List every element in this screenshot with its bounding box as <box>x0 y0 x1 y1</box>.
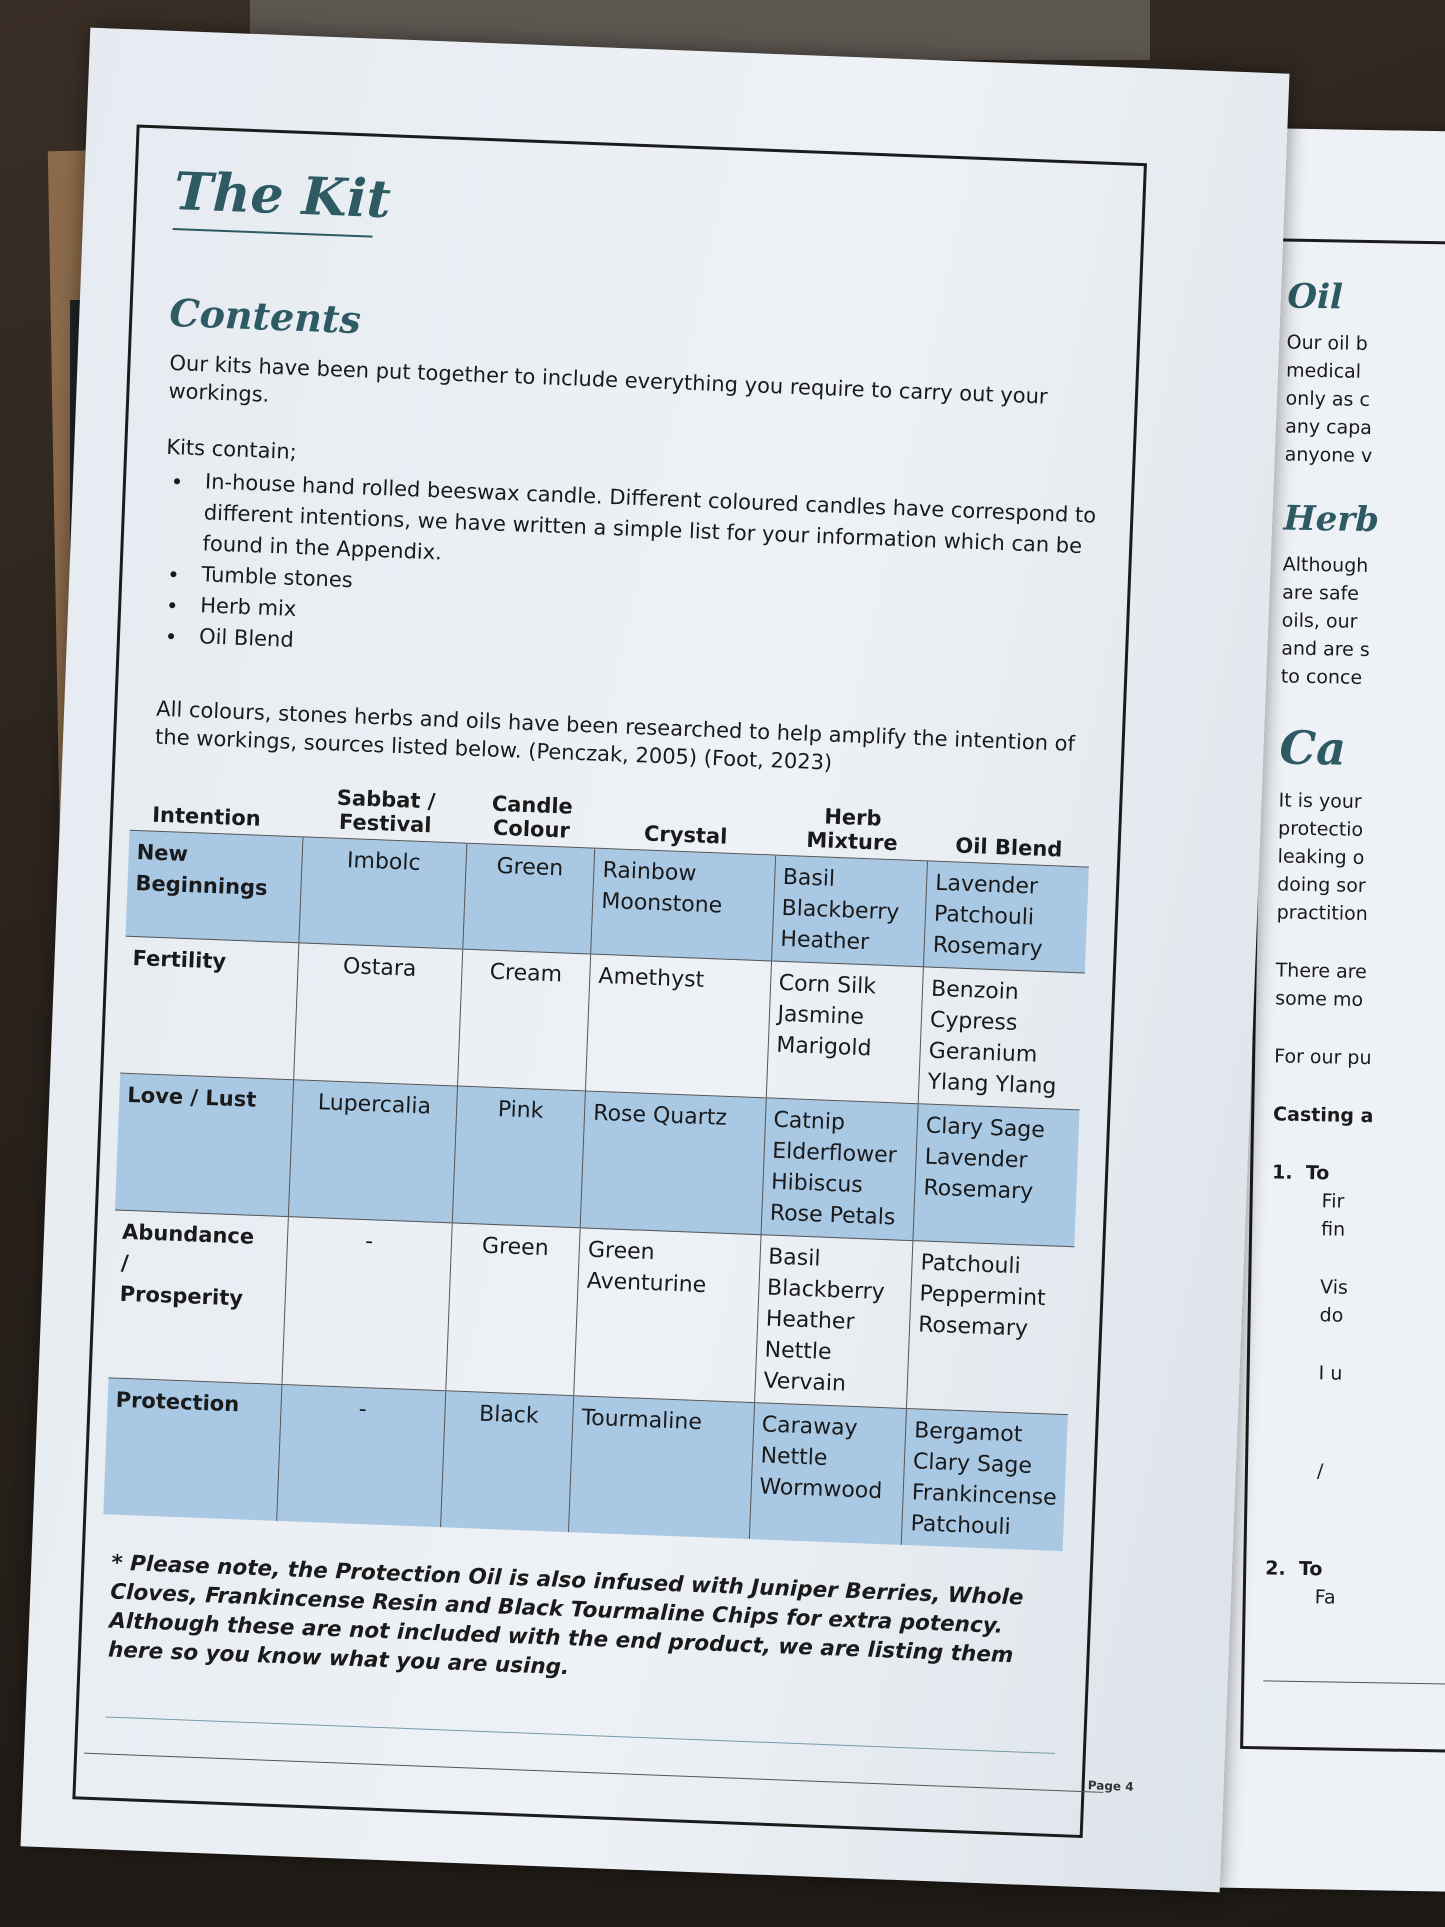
list-item: • Tumble stones <box>189 559 1100 625</box>
herb-heading: Herb <box>1283 498 1380 541</box>
oil-heading: Oil <box>1287 276 1344 318</box>
intro-text: Our kits have been put together to include everything you require to carry out your workings. <box>168 350 1048 409</box>
step-2-text: Fa <box>1314 1586 1336 1609</box>
step-1-text: Fir fin <box>1320 1190 1346 1241</box>
kits-contain-label: Kits contain; <box>165 434 298 464</box>
table-cell-oil: Benzoin Cypress Geranium Ylang Ylang <box>918 967 1085 1110</box>
left-page <box>21 28 1290 1893</box>
table-cell-intention: Abundance / Prosperity <box>109 1210 289 1385</box>
list-item: • Oil Blend <box>186 621 1097 687</box>
step-1-iu: I u <box>1318 1362 1343 1385</box>
column-header: Herb Mixture <box>805 804 899 856</box>
step-1-visualise: Vis do <box>1319 1276 1349 1327</box>
column-header: Oil Blend <box>954 833 1063 862</box>
page-number: Page 4 <box>1087 1778 1134 1794</box>
table-cell-candle: Cream <box>457 949 591 1091</box>
table-cell-candle: Pink <box>452 1086 586 1228</box>
table-cell-oil: Bergamot Clary Sage Frankincense Patchouli <box>901 1408 1068 1551</box>
column-header: Crystal <box>643 821 728 849</box>
oil-text: Our oil b medical only as c any capa anyone v <box>1284 331 1373 468</box>
table-cell-sabbat: - <box>276 1384 445 1527</box>
table-cell-sabbat: Imbolc <box>299 837 467 949</box>
title-underline <box>173 228 373 238</box>
step-2-heading: 2. To <box>1265 1557 1323 1581</box>
table-cell-crystal: Green Aventurine <box>574 1228 761 1403</box>
correspondence-table <box>103 774 1091 1551</box>
right-page-content <box>1263 277 1445 1686</box>
column-header: Intention <box>151 802 262 831</box>
casting-intro: It is your protectio leaking o doing sor practition <box>1276 789 1368 926</box>
table-cell-sabbat: Lupercalia <box>288 1080 457 1223</box>
page-title: The Kit <box>172 160 392 231</box>
table-cell-herbs: Catnip Elderflower Hibiscus Rose Petals <box>761 1098 919 1241</box>
table-cell-intention: Love / Lust <box>115 1073 293 1217</box>
table-cell-sabbat: - <box>282 1217 452 1391</box>
table-cell-candle: Green <box>463 843 595 954</box>
table-cell-oil: Patchouli Peppermint Rosemary <box>907 1241 1075 1415</box>
table-cell-sabbat: Ostara <box>293 943 462 1086</box>
table-cell-crystal: Rose Quartz <box>580 1091 765 1235</box>
table-cell-intention: New Beginnings <box>126 830 303 943</box>
table-cell-crystal: Tourmaline <box>569 1396 754 1539</box>
table-cell-oil: Lavender Patchouli Rosemary <box>924 861 1089 973</box>
footer-rule <box>106 1716 1055 1753</box>
protection-oil-note: * Please note, the Protection Oil is also infused with Juniper Berries, Whole Cloves, Frankincense Resin and Black Tourmaline Chips for extra potency. Although these are not included with the end product, we are listing them here so you know what you are using. <box>107 1550 1024 1681</box>
sources-text: All colours, stones herbs and oils have been researched to help amplify the intention of the workings, sources listed below. (Penczak, 2005) (Foot, 2023) <box>154 696 1076 775</box>
table-cell-herbs: Basil Blackberry Heather Nettle Vervain <box>754 1235 913 1409</box>
casting-heading: Ca <box>1279 720 1347 776</box>
table-cell-candle: Green <box>446 1223 581 1396</box>
step-1-slash: / <box>1316 1460 1324 1483</box>
casting-label: Casting a <box>1272 1103 1374 1128</box>
table-cell-oil: Clary Sage Lavender Rosemary <box>913 1104 1080 1247</box>
contents-heading: Contents <box>168 289 362 343</box>
kit-items-list <box>186 466 1102 687</box>
table-cell-herbs: Corn Silk Jasmine Marigold <box>766 961 924 1104</box>
column-header: Sabbat / Festival <box>336 785 436 838</box>
list-item: • Herb mix <box>188 590 1099 656</box>
table-cell-herbs: Caraway Nettle Wormwood <box>749 1403 907 1545</box>
page-content <box>104 161 1115 1791</box>
table-cell-crystal: Rainbow Moonstone <box>591 848 775 961</box>
table-cell-intention: Fertility <box>120 936 298 1080</box>
table-cell-crystal: Amethyst <box>586 954 771 1098</box>
step-1-heading: 1. To <box>1271 1161 1330 1185</box>
table-cell-herbs: Basil Blackberry Heather <box>771 855 927 967</box>
there-are-text: There are some mo <box>1274 959 1368 1011</box>
list-item: • In-house hand rolled beeswax candle. Different coloured candles have correspond to different intentions, we have written a simple list for your information which can be found in the Appendix. <box>190 466 1103 594</box>
table-cell-intention: Protection <box>103 1378 281 1521</box>
table-cell-candle: Black <box>440 1391 574 1532</box>
column-header: Candle Colour <box>491 791 574 843</box>
herb-text: Although are safe oils, our and are s to conce <box>1280 553 1370 689</box>
for-our-text: For our pu <box>1273 1045 1372 1070</box>
